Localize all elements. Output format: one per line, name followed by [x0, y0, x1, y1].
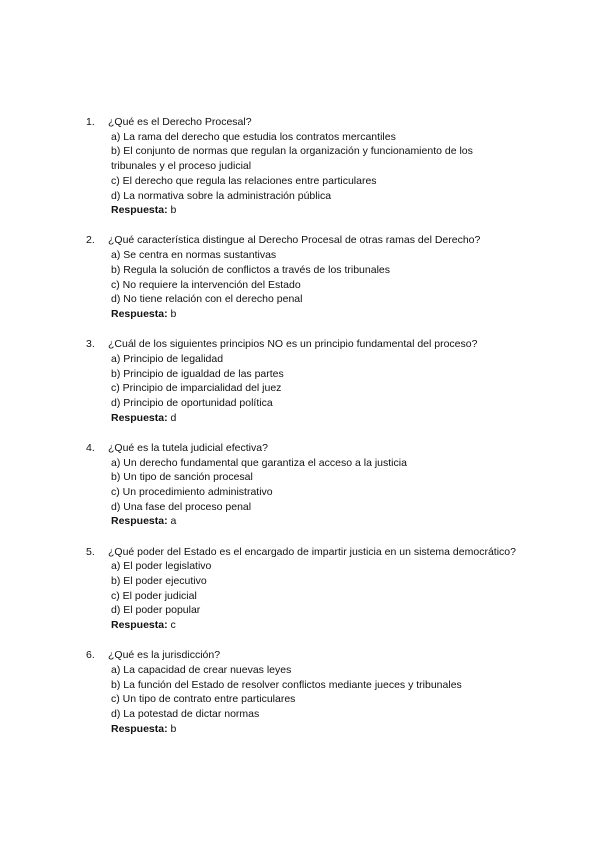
question-list: [86, 115, 516, 752]
answer-option: d) El poder popular: [111, 604, 201, 617]
option-list: [86, 456, 516, 515]
answer-value: b: [170, 204, 177, 217]
option-list: [86, 352, 516, 411]
question-number: 1.: [86, 116, 95, 128]
answer-line: [86, 514, 516, 529]
question-number: 3.: [86, 338, 95, 351]
answer-label: Respuesta:: [111, 722, 168, 735]
answer-option: c) El derecho que regula las relaciones entre particulares: [111, 174, 377, 187]
question-item: [86, 648, 516, 736]
question-item: [86, 233, 516, 321]
option-list: [86, 559, 516, 618]
answer-option: c) Un procedimiento administrativo: [111, 485, 273, 498]
answer-option: a) Un derecho fundamental que garantiza el acceso a la justicia: [111, 456, 407, 469]
answer-option: c) No requiere la intervención del Estado: [111, 278, 301, 291]
question-text: ¿Qué característica distingue al Derecho Procesal de otras ramas del Derecho?: [108, 234, 481, 247]
answer-option: d) La normativa sobre la administración pública: [111, 189, 332, 202]
answer-option: d) Una fase del proceso penal: [111, 500, 252, 513]
answer-option: c) Principio de imparcialidad del juez: [111, 382, 282, 395]
answer-option: a) El poder legislativo: [111, 560, 212, 573]
answer-value: b: [170, 307, 177, 320]
answer-label: Respuesta:: [111, 619, 168, 632]
answer-option: b) Un tipo de sanción procesal: [111, 471, 253, 484]
question-number: 4.: [86, 441, 95, 454]
answer-option: d) Principio de oportunidad política: [111, 396, 273, 409]
question-number: 5.: [86, 545, 95, 558]
answer-line: [86, 722, 516, 737]
answer-option: b) La función del Estado de resolver conflictos mediante jueces y tribunales: [111, 678, 462, 691]
question-item: [86, 545, 516, 633]
answer-line: [86, 411, 516, 426]
answer-option: b) El poder ejecutivo: [111, 574, 207, 587]
question-text: ¿Qué es la jurisdicción?: [108, 649, 221, 662]
answer-value: a: [170, 515, 177, 528]
answer-option: b) Principio de igualdad de las partes: [111, 367, 284, 380]
answer-option: a) Principio de legalidad: [111, 352, 224, 365]
answer-value: c: [170, 619, 176, 632]
answer-value: d: [170, 411, 177, 424]
question-text: ¿Qué es el Derecho Procesal?: [108, 116, 252, 128]
question-heading: [86, 233, 516, 248]
question-heading: [86, 337, 516, 352]
answer-line: [86, 307, 516, 322]
question-item: [86, 115, 516, 218]
answer-label: Respuesta:: [111, 307, 168, 320]
answer-option: a) Se centra en normas sustantivas: [111, 249, 277, 262]
answer-label: Respuesta:: [111, 515, 168, 528]
answer-label: Respuesta:: [111, 204, 168, 217]
question-number: 6.: [86, 649, 95, 662]
question-heading: [86, 545, 516, 560]
question-heading: [86, 441, 516, 456]
question-number: 2.: [86, 234, 95, 247]
answer-option: d) La potestad de dictar normas: [111, 708, 260, 721]
question-heading: [86, 115, 516, 130]
option-list: [86, 248, 516, 307]
question-heading: [86, 648, 516, 663]
question-item: [86, 337, 516, 425]
answer-option: d) No tiene relación con el derecho penal: [111, 293, 303, 306]
answer-option: c) Un tipo de contrato entre particulares: [111, 693, 296, 706]
answer-line: [86, 618, 516, 633]
question-text: ¿Qué poder del Estado es el encargado de impartir justicia en un sistema democrático?: [108, 545, 516, 558]
question-text: ¿Cuál de los siguientes principios NO es un principio fundamental del proceso?: [108, 338, 478, 351]
answer-label: Respuesta:: [111, 411, 168, 424]
option-list: [86, 130, 516, 204]
answer-line: [86, 203, 516, 218]
question-item: [86, 441, 516, 529]
answer-option: a) La rama del derecho que estudia los contratos mercantiles: [111, 130, 396, 143]
question-text: ¿Qué es la tutela judicial efectiva?: [108, 441, 268, 454]
answer-option: b) El conjunto de normas que regulan la organización y funcionamiento de los tribunales y el proceso judicial: [111, 145, 473, 173]
option-list: [86, 663, 516, 722]
answer-option: a) La capacidad de crear nuevas leyes: [111, 664, 292, 676]
answer-option: b) Regula la solución de conflictos a través de los tribunales: [111, 263, 390, 276]
answer-value: b: [170, 722, 177, 735]
answer-option: c) El poder judicial: [111, 589, 197, 602]
